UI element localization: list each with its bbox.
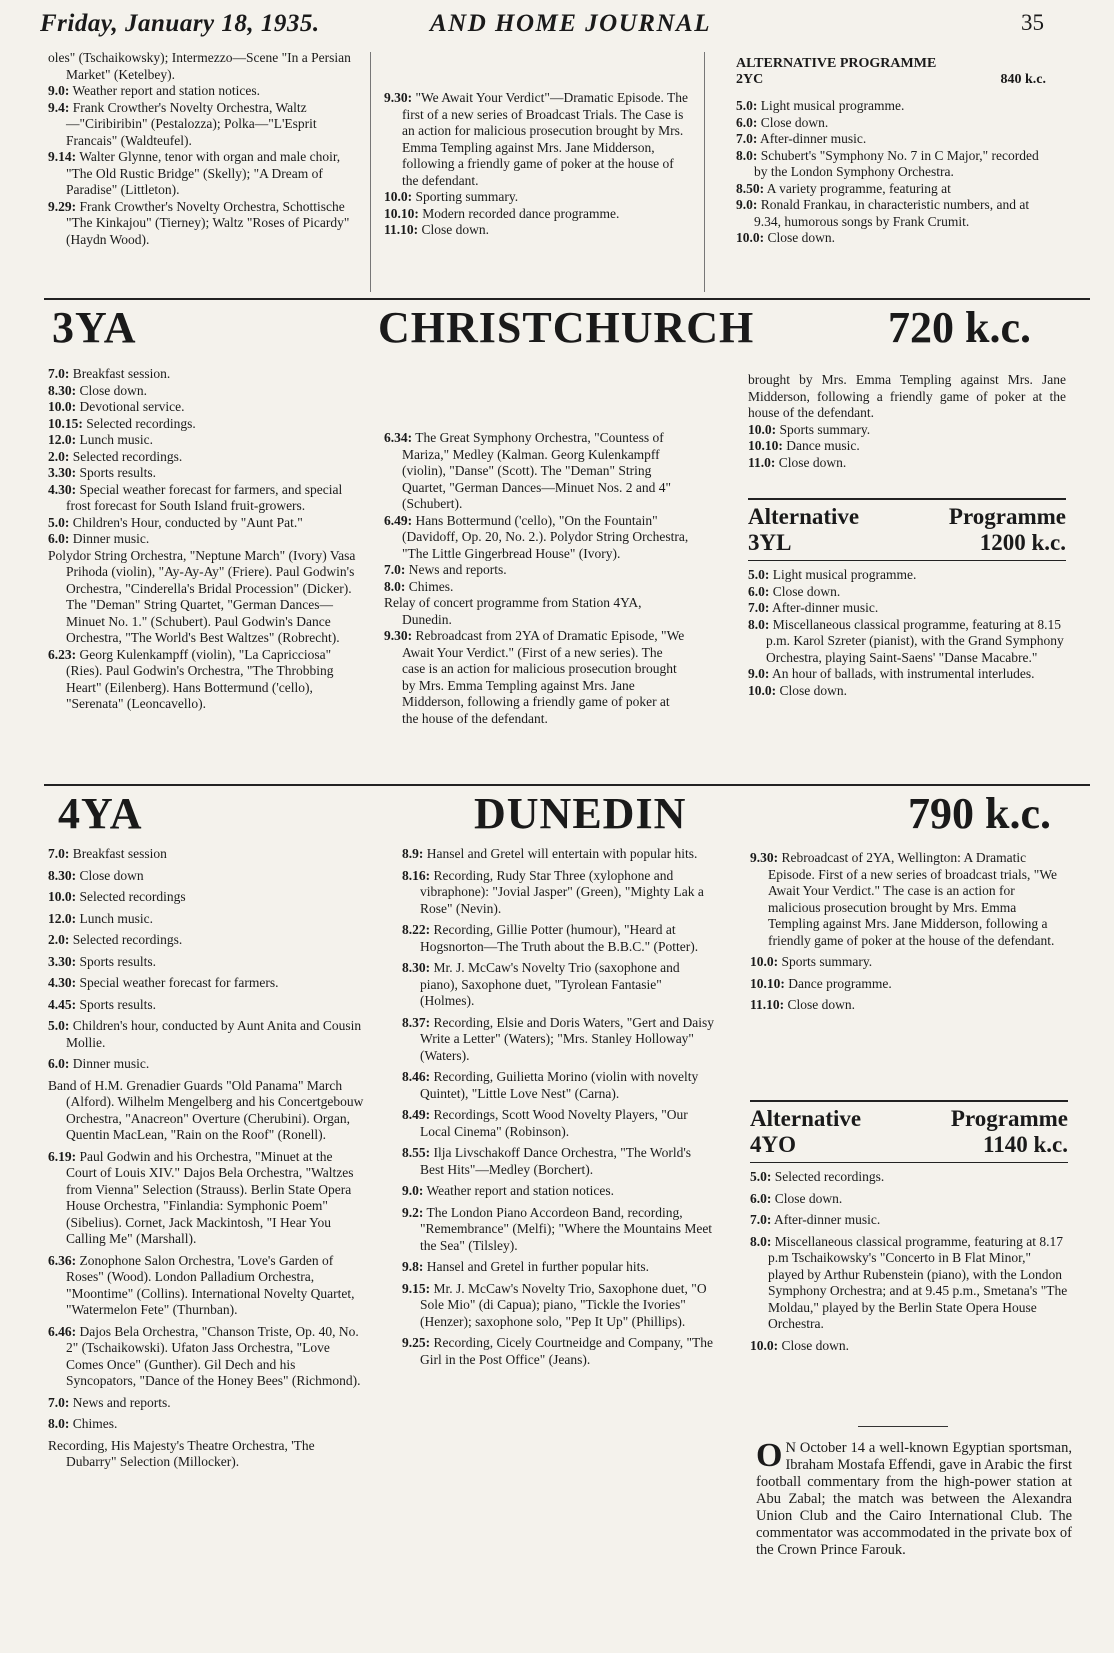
issue-date: Friday, January 18, 1935. (40, 10, 320, 37)
entry-description: Ronald Frankau, in characteristic numbers, and at 9.34, humorous songs by Frank Crumit. (754, 197, 1030, 229)
programme-entry (48, 449, 366, 466)
programme-entry (748, 422, 1066, 439)
entry-description: Zonophone Salon Orchestra, 'Love's Garden of Roses" (Wood). London Palladium Orchestra, "Moontime" (Collins). International Novelty Quartet, "Watermelon Fete" (Thurnban). (66, 1252, 355, 1317)
programme-entry (750, 976, 1068, 993)
programme-entry (748, 683, 1066, 700)
programme-entry (48, 1078, 366, 1144)
entry-time: 6.0: (736, 114, 758, 130)
programme-entry (402, 1183, 718, 1200)
entry-description: Selected recordings. (72, 448, 183, 464)
entry-description: Paul Godwin and his Orchestra, "Minuet at the Court of Louis XIV." Dajos Bela Orchestra, "Waltzes from Vienna" Selection (Strauss). Berlin State Opera House Orchestra, "Finlandia: Symphonic Poem" (Sibelius). Cornet, Jack Mackintosh, "I Hear You Calling Me" (Marshall). (66, 1148, 354, 1246)
programme-entry (736, 197, 1048, 230)
entry-time: 10.0: (750, 1337, 779, 1353)
alt-3yl-rule (748, 560, 1066, 561)
programme-entry (48, 149, 356, 199)
entry-description: Band of H.M. Grenadier Guards "Old Panama" March (Alford). Wilhelm Mengelberg and his Concertgebouw Orchestra, "Anacreon" Overture (Cherubini). Organ, Quentin MacLean, "Rain on the Roof" (Ronell). (48, 1077, 364, 1142)
entry-description: Relay of concert programme from Station 4YA, Dunedin. (384, 595, 642, 627)
station-city-christchurch: CHRISTCHURCH (378, 303, 755, 352)
programme-entry (48, 199, 356, 249)
continued-text: brought by Mrs. Emma Templing against Mrs. Jane Midderson, following a friendly game of poker at the house of the defendant. (748, 372, 1066, 420)
alt-4yo-title-left: Alternative (750, 1106, 862, 1131)
entry-description: Selected recordings. (72, 932, 183, 947)
alt-2yc-frequency: 840 k.c. (1000, 72, 1046, 87)
entry-time: 10.10: (750, 975, 785, 991)
entry-time: 10.0: (48, 889, 77, 904)
programme-entry (48, 1018, 366, 1051)
programme-entry (48, 932, 366, 949)
programme-entry (750, 1212, 1068, 1229)
entry-time: 4.45: (48, 996, 77, 1012)
entry-time: 8.55: (402, 1145, 431, 1160)
programme-entry (402, 1069, 718, 1102)
entry-time: 9.0: (48, 83, 70, 98)
alt-3yl-title-left: Alternative (748, 504, 860, 529)
programme-entry (750, 954, 1068, 971)
entry-description: Sports results. (79, 465, 157, 480)
entry-time: 5.0: (48, 1018, 70, 1033)
entry-description: Chimes. (72, 1416, 118, 1431)
christchurch-column-3-list (748, 422, 1066, 472)
programme-entry (736, 131, 1048, 148)
entry-description: Close down. (778, 454, 847, 470)
entry-description: The Great Symphony Orchestra, "Countess of Mariza," Medley (Kalman. Georg Kulenkampff (violin), "Danse" (Scott). The "Deman" String Quartet, "German Dances—Minuet Nos. 2 and 4" (Schubert). (402, 430, 671, 511)
entry-description: Close down. (79, 382, 147, 398)
entry-time: 4.30: (48, 481, 77, 497)
entry-description: Breakfast session (72, 846, 167, 861)
entry-description: Light musical programme. (772, 567, 917, 582)
programme-entry (384, 513, 689, 563)
programme-entry (402, 1259, 718, 1276)
entry-description: Sports results. (79, 953, 157, 969)
programme-entry (48, 868, 366, 885)
programme-entry (48, 416, 366, 433)
note-divider (858, 1426, 948, 1427)
entry-time: 10.0: (736, 230, 765, 245)
top-column-3 (736, 98, 1048, 247)
entry-description: Schubert's "Symphony No. 7 in C Major," recorded by the London Symphony Orchestra. (754, 147, 1039, 179)
entry-description: Close down. (781, 1337, 849, 1353)
programme-entry (750, 1234, 1068, 1333)
entry-time: 9.30: (384, 90, 413, 105)
entry-description: Walter Glynne, tenor with organ and male choir, "The Old Rustic Bridge" (Skelly); "A Dream of Paradise" (Littleton). (66, 149, 341, 197)
entry-time: 7.0: (748, 600, 770, 615)
entry-time: 8.50: (736, 180, 765, 196)
section-rule (44, 784, 1090, 786)
entry-description: Sports summary. (779, 421, 871, 437)
entry-description: Dance programme. (788, 975, 892, 991)
entry-time: 8.0: (384, 578, 406, 594)
station-frequency-4ya: 790 k.c. (908, 789, 1051, 838)
entry-time: 8.0: (748, 616, 770, 632)
programme-entry (750, 850, 1068, 949)
alt-4yo-rule (750, 1162, 1068, 1163)
entry-time: 7.0: (48, 846, 70, 861)
alt-4yo-frequency: 1140 k.c. (983, 1132, 1068, 1157)
entry-time: 9.25: (402, 1335, 431, 1350)
dunedin-column-1 (48, 846, 366, 1471)
programme-entry (748, 584, 1066, 601)
entry-time: 10.10: (748, 438, 783, 453)
christchurch-column-3 (748, 372, 1066, 471)
entry-time: 7.0: (750, 1212, 772, 1227)
entry-time: 10.0: (748, 682, 777, 698)
entry-time: 7.0: (384, 562, 406, 577)
entry-time: 6.0: (748, 583, 770, 599)
entry-time: 6.0: (48, 531, 70, 546)
entry-description: Dajos Bela Orchestra, "Chanson Triste, Op. 40, No. 2" (Tschaikowski). Ufaton Jass Orchestra, "Love Comes Once" (Gunther). Gil Dech and his Syncopators, "Dance of the Honey Bees" (Richmond). (66, 1323, 361, 1388)
page-header (40, 6, 1084, 42)
entry-time: 8.30: (48, 382, 77, 398)
programme-entry (402, 960, 718, 1010)
programme-entry (736, 230, 1048, 247)
entry-description: Mr. J. McCaw's Novelty Trio, Saxophone duet, "O Sole Mio" (di Capua); piano, "Tickle the Ivories" (Henzer); saxophone solo, "Pep It Up" (Phillips). (420, 1280, 707, 1329)
entry-description: Mr. J. McCaw's Novelty Trio (saxophone and piano), Saxophone duet, "Tyrolean Fantasie" (Holmes). (420, 960, 680, 1008)
entry-time: 9.30: (750, 850, 779, 865)
entry-description: Dinner music. (72, 531, 150, 546)
top-column-1 (48, 50, 356, 248)
entry-description: Polydor String Orchestra, "Neptune March" (Ivory) Vasa Prihoda (violin), "Ay-Ay-Ay" (Friere). Paul Godwin's Orchestra, "Cinderella's Bridal Procession" (Dicker). The "Deman" String Quartet, "German Dances—Minuet No. 1." (Schubert). Paul Godwin's Dance Orchestra, "The World's Best Waltzes" (Robrecht). (48, 547, 356, 645)
programme-entry (384, 579, 689, 596)
entry-time: 9.4: (48, 99, 70, 115)
journal-title: AND HOME JOURNAL (430, 10, 711, 37)
programme-entry (736, 115, 1048, 132)
entry-description: Sports summary. (781, 954, 873, 969)
entry-time: 6.46: (48, 1323, 77, 1339)
entry-time: 5.0: (736, 98, 758, 113)
entry-description: Close down (79, 867, 144, 883)
entry-description: Hansel and Gretel will entertain with popular hits. (426, 846, 698, 861)
programme-entry (384, 562, 689, 579)
entry-description: Hans Bottermund ('cello), "On the Fountain" (Davidoff, Op. 20, No. 2.). Polydor String Orchestra, "The Little Gingerbread House" (Ivory). (402, 512, 689, 561)
entry-description: News and reports. (72, 1394, 171, 1410)
entry-time: 8.9: (402, 846, 424, 861)
programme-entry (48, 954, 366, 971)
programme-entry (48, 647, 366, 713)
entry-description: Weather report and station notices. (72, 83, 260, 98)
alt-4yo-call: 4YO (750, 1132, 796, 1157)
section-rule (44, 298, 1090, 300)
programme-entry (48, 846, 366, 863)
entry-description: Recording, His Majesty's Theatre Orchestra, 'The Dubarry" Selection (Millocker). (48, 1437, 315, 1469)
programme-entry (402, 1335, 718, 1368)
programme-entry (48, 100, 356, 150)
entry-time: 8.0: (750, 1233, 772, 1249)
page-number: 35 (1021, 10, 1044, 35)
entry-time: 6.0: (48, 1056, 70, 1071)
programme-entry (48, 1253, 366, 1319)
programme-entry (48, 1149, 366, 1248)
dunedin-column-2 (402, 846, 718, 1368)
entry-time: 10.15: (48, 415, 83, 431)
entry-time: 8.49: (402, 1107, 431, 1122)
entry-description: Weather report and station notices. (426, 1183, 614, 1198)
alt-3yl-items (748, 567, 1066, 699)
entry-description: News and reports. (408, 562, 507, 577)
entry-time: 9.8: (402, 1259, 424, 1274)
entry-time: 7.0: (48, 366, 70, 381)
entry-description: After-dinner music. (772, 600, 879, 615)
programme-entry (402, 1015, 718, 1065)
programme-entry (384, 595, 689, 628)
entry-description: Special weather forecast for farmers, and special frost forecast for South Island fruit-growers. (66, 481, 343, 513)
christchurch-column-1 (48, 366, 366, 713)
programme-entry (748, 600, 1066, 617)
entry-time: 6.23: (48, 646, 77, 662)
entry-time: 11.0: (748, 454, 776, 470)
entry-time: 6.0: (750, 1190, 772, 1206)
programme-entry (384, 628, 689, 727)
entry-time: 8.16: (402, 867, 431, 883)
programme-entry (48, 1395, 366, 1412)
entry-time: 7.0: (736, 131, 758, 146)
entry-time: 9.15: (402, 1280, 431, 1296)
note-drop-cap: O (756, 1437, 783, 1474)
programme-entry (384, 189, 689, 206)
column-divider (704, 52, 705, 292)
programme-entry (48, 997, 366, 1014)
programme-entry (750, 1338, 1068, 1355)
programme-entry (48, 50, 356, 83)
dunedin-column-3 (750, 850, 1068, 1014)
programme-entry (48, 465, 366, 482)
entry-description: Sporting summary. (415, 189, 519, 204)
alt-4yo-title-right: Programme (950, 1106, 1068, 1131)
entry-time: 8.0: (736, 147, 758, 163)
entry-description: Recording, Elsie and Doris Waters, "Gert and Daisy Write a Letter" (Waters); "Mrs. Stanley Holloway" (Waters). (420, 1014, 714, 1063)
programme-entry (48, 1416, 366, 1433)
entry-description: Selected recordings (79, 889, 186, 904)
entry-description: Miscellaneous classical programme, featuring at 8.15 p.m. Karol Szreter (pianist), with the Grand Symphony Orchestra, playing Saint-Saens' "Danse Macabre." (766, 616, 1064, 665)
alt-3yl-box (748, 498, 1066, 699)
entry-description: Light musical programme. (760, 98, 905, 113)
egypt-football-note (756, 1437, 1072, 1559)
station-frequency-3ya: 720 k.c. (888, 303, 1031, 352)
alt-3yl-title-right: Programme (948, 504, 1066, 529)
programme-entry (748, 455, 1066, 472)
programme-entry (748, 438, 1066, 455)
entry-description: Breakfast session. (72, 366, 171, 381)
entry-description: Hansel and Gretel in further popular hits. (426, 1259, 650, 1274)
entry-description: The London Piano Accordeon Band, recording, "Remembrance" (Melfi); "Where the Mountains Meet the Sea" (Tilsley). (420, 1204, 713, 1253)
entry-description: "We Await Your Verdict"—Dramatic Episode. The first of a new series of Broadcast Trials. The Case is an action for malicious prosecution brought by Mrs. Emma Templing against Mrs. Jane Midderson, following a friendly game of poker at the house of the defendant. (402, 90, 689, 188)
entry-time: 12.0: (48, 432, 77, 447)
programme-entry (48, 531, 366, 548)
alt-2yc-station: 2YC (736, 72, 764, 87)
entry-description: Lunch music. (79, 432, 153, 447)
entry-time: 8.30: (48, 867, 77, 883)
entry-time: 11.10: (750, 997, 785, 1012)
entry-description: Modern recorded dance programme. (422, 205, 620, 221)
programme-entry (384, 430, 689, 513)
alt-3yl-frequency: 1200 k.c. (979, 530, 1066, 555)
programme-entry (736, 98, 1048, 115)
programme-entry (48, 366, 366, 383)
entry-time: 5.0: (748, 567, 770, 582)
entry-description: Lunch music. (79, 910, 153, 926)
christchurch-column-2 (384, 430, 689, 727)
entry-time: 10.0: (384, 189, 413, 204)
station-call-3ya: 3YA (52, 303, 137, 352)
entry-description: Selected recordings. (774, 1169, 885, 1184)
programme-entry (48, 1324, 366, 1390)
entry-time: 11.10: (384, 222, 419, 237)
programme-entry (48, 399, 366, 416)
programme-entry (384, 206, 689, 223)
programme-entry (48, 432, 366, 449)
programme-entry (402, 846, 718, 863)
programme-entry (402, 868, 718, 918)
entry-description: Close down. (787, 997, 856, 1012)
entry-description: Chimes. (408, 578, 454, 594)
entry-time: 8.46: (402, 1069, 431, 1084)
entry-time: 10.0: (750, 954, 779, 969)
entry-time: 8.22: (402, 922, 431, 937)
entry-description: Close down. (421, 222, 490, 237)
entry-time: 9.29: (48, 198, 77, 214)
entry-time: 5.0: (750, 1169, 772, 1184)
programme-entry (48, 383, 366, 400)
entry-description: Miscellaneous classical programme, featuring at 8.17 p.m Tschaikowsky's "Concerto in B Flat Minor," played by Arthur Rubenstein (piano), with the London Symphony Orchestra; and at 9.45 p.m., Smetana's "The Moldau," played by the Berlin State Opera House Orchestra. (768, 1233, 1068, 1331)
entry-description: Recording, Cicely Courtneidge and Company, "The Girl in the Post Office" (Jeans). (420, 1335, 713, 1367)
entry-time: 10.0: (748, 421, 777, 437)
entry-time: 5.0: (48, 514, 70, 530)
programme-entry (48, 548, 366, 647)
programme-entry (384, 222, 689, 239)
entry-description: oles" (Tschaikowsky); Intermezzo—Scene "In a Persian Market" (Ketelbey). (48, 50, 351, 82)
entry-description: Dinner music. (72, 1056, 150, 1071)
note-text: N October 14 a well-known Egyptian sportsman, Ibraham Mostafa Effendi, gave in Arabic the first football commentary from the high-power station at Abu Zabal; the match was between the Alexandra Union Club and the Cairo International Club. The commentator was accommodated in the private box of the Crown Prince Farouk. (756, 1440, 1072, 1558)
programme-entry (748, 666, 1066, 683)
entry-time: 6.19: (48, 1148, 77, 1164)
entry-description: Recordings, Scott Wood Novelty Players, "Our Local Cinema" (Robinson). (420, 1107, 688, 1139)
entry-description: Recording, Gillie Potter (humour), "Heard at Hogsnorton—The Truth about the B.B.C." (Potter). (420, 922, 699, 954)
entry-time: 8.37: (402, 1014, 431, 1030)
programme-entry (48, 515, 366, 532)
programme-entry (48, 1056, 366, 1073)
entry-description: After-dinner music. (760, 131, 867, 146)
entry-description: Close down. (760, 114, 829, 130)
entry-time: 6.49: (384, 512, 413, 528)
entry-description: Sports results. (79, 996, 157, 1012)
entry-description: Dance music. (786, 438, 860, 453)
programme-entry (736, 148, 1048, 181)
entry-description: Selected recordings. (86, 415, 196, 431)
entry-description: Rebroadcast from 2YA of Dramatic Episode, "We Await Your Verdict." (First of a new series). The case is an action for malicious prosecution brought by Mrs. Emma Templing against Mrs. Jane Midderson, following a friendly game of poker at the house of the defendant. (402, 628, 685, 726)
programme-entry (750, 1169, 1068, 1186)
alt-2yc-heading (736, 56, 1046, 90)
entry-description: Recording, Rudy Star Three (xylophone and vibraphone): "Jovial Jasper" (Green), "Mighty Lak a Rose" (Nevin). (420, 867, 704, 916)
programme-entry (402, 922, 718, 955)
station-call-4ya: 4YA (58, 789, 143, 838)
programme-entry (750, 1191, 1068, 1208)
entry-time: 9.14: (48, 149, 77, 164)
entry-time: 3.30: (48, 953, 77, 969)
entry-time: 9.2: (402, 1204, 424, 1220)
programme-entry (402, 1205, 718, 1255)
entry-time: 12.0: (48, 910, 77, 926)
entry-description: Close down. (779, 682, 847, 698)
alt-3yl-call: 3YL (748, 530, 792, 555)
entry-time: 10.0: (48, 399, 77, 414)
entry-description: An hour of ballads, with instrumental interludes. (772, 666, 1035, 681)
programme-entry (48, 1438, 366, 1471)
entry-description: Ilja Livschakoff Dance Orchestra, "The World's Best Hits"—Medley (Borchert). (420, 1145, 692, 1177)
programme-entry (402, 1145, 718, 1178)
entry-time: 6.34: (384, 430, 413, 445)
entry-time: 9.0: (402, 1183, 424, 1198)
programme-entry (48, 482, 366, 515)
entry-time: 9.0: (736, 197, 758, 212)
programme-entry (48, 83, 356, 100)
entry-description: Rebroadcast of 2YA, Wellington: A Dramatic Episode. First of a new series of broadcast trials, "We Await Your Verdict." The case is an action for malicious prosecution brought by Mrs. Emma Templing against Mrs. Jane Midderson, following a friendly game of poker at the house of the defendant. (768, 850, 1057, 948)
programme-entry (402, 1281, 718, 1331)
entry-time: 9.30: (384, 628, 413, 643)
entry-time: 2.0: (48, 448, 70, 464)
programme-entry (384, 90, 689, 189)
programme-entry (48, 975, 366, 992)
programme-entry (748, 617, 1066, 667)
programme-entry (736, 181, 1048, 198)
programme-entry (402, 1107, 718, 1140)
entry-time: 8.0: (48, 1416, 70, 1431)
programme-entry (48, 889, 366, 906)
station-city-dunedin: DUNEDIN (474, 789, 687, 838)
entry-time: 7.0: (48, 1394, 70, 1410)
entry-time: 4.30: (48, 975, 77, 990)
column-divider (370, 52, 371, 292)
entry-description: Close down. (774, 1190, 843, 1206)
entry-description: Children's Hour, conducted by "Aunt Pat." (72, 514, 303, 530)
entry-time: 6.36: (48, 1252, 77, 1268)
programme-entry (48, 911, 366, 928)
entry-description: Recording, Guilietta Morino (violin with novelty Quintet), "Little Love Nest" (Carna). (420, 1069, 699, 1101)
entry-time: 8.30: (402, 960, 431, 975)
entry-time: 2.0: (48, 932, 70, 947)
entry-description: Georg Kulenkampff (violin), "La Capricciosa" (Ries). Paul Godwin's Orchestra, "The Throbbing Heart" (Eilenberg). Hans Bottermund ('cello), "Serenata" (Leoncavello). (66, 646, 334, 711)
entry-description: After-dinner music. (774, 1212, 881, 1227)
entry-description: Devotional service. (79, 399, 185, 414)
programme-entry (748, 567, 1066, 584)
entry-time: 9.0: (748, 666, 770, 681)
entry-description: Children's hour, conducted by Aunt Anita and Cousin Mollie. (66, 1018, 362, 1050)
entry-time: 3.30: (48, 465, 77, 480)
entry-description: Special weather forecast for farmers. (79, 975, 279, 990)
alt-2yc-title: ALTERNATIVE PROGRAMME (736, 56, 937, 71)
programme-entry (750, 997, 1068, 1014)
entry-description: Frank Crowther's Novelty Orchestra, Waltz—"Ciribiribin" (Pestalozza); Polka—"L'Esprit Francais" (Waldteufel). (66, 99, 317, 148)
alt-4yo-items (750, 1169, 1068, 1354)
entry-description: Close down. (772, 583, 841, 599)
entry-description: Frank Crowther's Novelty Orchestra, Schottische "The Kinkajou" (Tierney); Waltz "Roses of Picardy" (Haydn Wood). (66, 198, 350, 247)
entry-description: A variety programme, featuring at (766, 180, 951, 196)
entry-time: 10.10: (384, 205, 419, 221)
entry-description: Close down. (767, 230, 835, 245)
alt-4yo-box (750, 1100, 1068, 1354)
top-column-2 (384, 90, 689, 239)
